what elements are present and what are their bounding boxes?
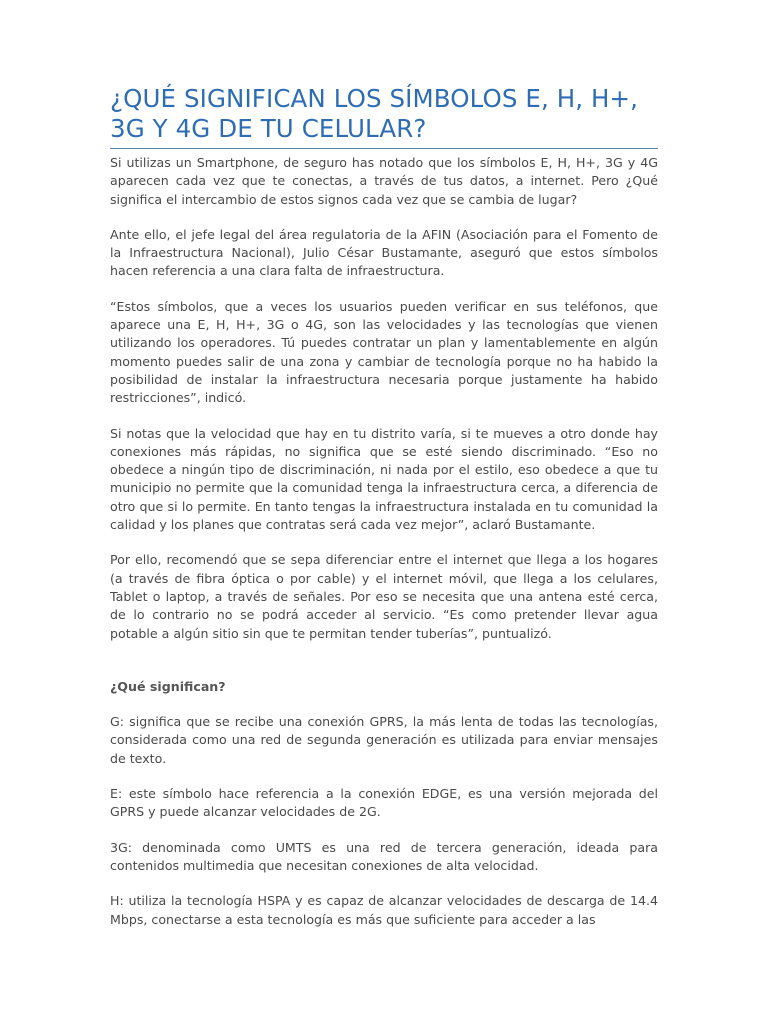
paragraph-intro: Si utilizas un Smartphone, de seguro has notado que los símbolos E, H, H+, 3G y 4G aparecen cada vez que te conectas, a través de tus datos, a internet. Pero ¿Qué significa el intercambio de estos signos cada vez que se cambia de lugar?: [110, 155, 658, 207]
document-body: [110, 84, 658, 946]
section-subheading: ¿Qué significan?: [110, 678, 226, 694]
paragraph-home-vs-mobile: Por ello, recomendó que se sepa diferenciar entre el internet que llega a los hogares (a través de fibra óptica o por cable) y el internet móvil, que llega a los celulares, Tablet o laptop, a través de señales. Por eso se necesita que una antena esté cerca, de lo contrario no se podrá acceder al servicio. “Es como pretender llevar agua potable a algún sitio sin que te permitan tender tuberías”, puntualizó.: [110, 552, 658, 641]
definition-3g: 3G: denominada como UMTS es una red de tercera generación, ideada para contenidos multimedia que necesitan conexiones de alta velocidad.: [110, 839, 658, 873]
paragraph-district-speed: Si notas que la velocidad que hay en tu distrito varía, si te mueves a otro donde hay conexiones más rápidas, no significa que se esté siendo discriminado. “Eso no obedece a ningún tipo de discriminación, ni nada por el estilo, eso obedece a que tu municipio no permite que la comunidad tenga la infraestructura cerca, a diferencia de otro que si lo permite. En tanto tengas la infraestructura instalada en tu comunidad la calidad y los planes que contratas será cada vez mejor”, aclaró Bustamante.: [110, 425, 658, 533]
article-content: [110, 154, 658, 929]
page-title: ¿QUÉ SIGNIFICAN LOS SÍMBOLOS E, H, H+, 3G Y 4G DE TU CELULAR?: [110, 84, 658, 149]
definition-h: H: utiliza la tecnología HSPA y es capaz de alcanzar velocidades de descarga de 14.4 Mbps, conectarse a esta tecnología es más que suficiente para acceder a las: [110, 893, 658, 927]
definition-e: E: este símbolo hace referencia a la conexión EDGE, es una versión mejorada del GPRS y puede alcanzar velocidades de 2G.: [110, 786, 658, 820]
paragraph-quote-symbols: “Estos símbolos, que a veces los usuarios pueden verificar en sus teléfonos, que aparece una E, H, H+, 3G o 4G, son las velocidades y las tecnologías que vienen utilizando los operadores. Tú puedes contratar un plan y lamentablemente en algún momento puedes salir de una zona y cambiar de tecnología porque no ha habido la posibilidad de instalar la infraestructura necesaria porque justamente ha habido restricciones”, indicó.: [110, 298, 658, 406]
definition-g: G: significa que se recibe una conexión GPRS, la más lenta de todas las tecnologías, considerada como una red de segunda generación es utilizada para enviar mensajes de texto.: [110, 714, 658, 766]
paragraph-afin: Ante ello, el jefe legal del área regulatoria de la AFIN (Asociación para el Fomento de la Infraestructura Nacional), Julio César Bustamante, aseguró que estos símbolos hacen referencia a una clara falta de infraestructura.: [110, 226, 658, 279]
